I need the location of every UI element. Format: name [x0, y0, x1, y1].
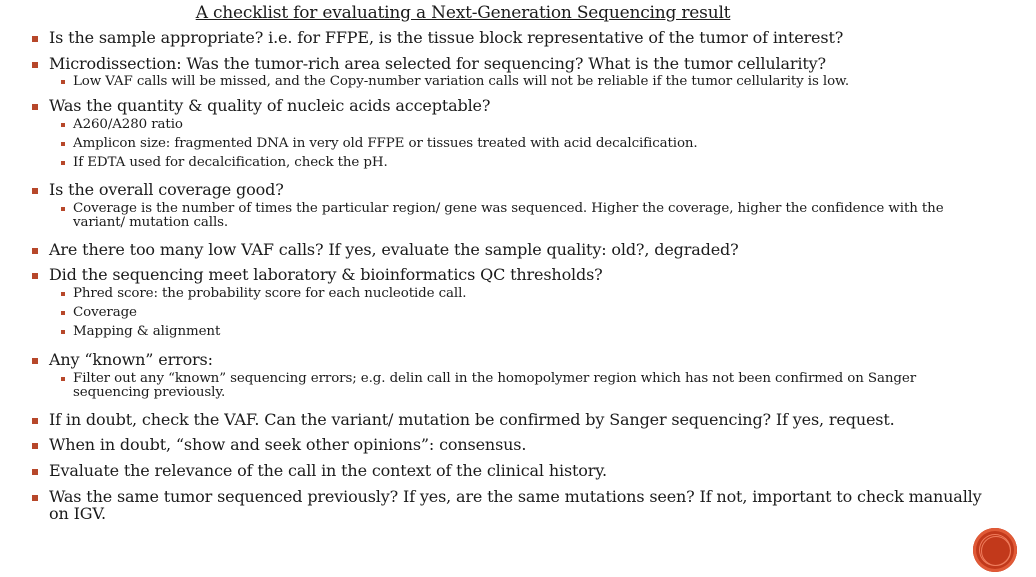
- checklist-item-text: Did the sequencing meet laboratory & bioinformatics QC thresholds?: [49, 265, 603, 285]
- sub-list: [49, 287, 990, 339]
- sub-item: Mapping & alignment: [49, 325, 990, 339]
- sub-list: [49, 75, 990, 89]
- checklist-item: [30, 181, 990, 230]
- sub-item: A260/A280 ratio: [49, 118, 990, 132]
- sub-item: Amplicon size: fragmented DNA in very old FFPE or tissues treated with acid decalcification.: [49, 137, 990, 151]
- sub-item: Phred score: the probability score for each nucleotide call.: [49, 287, 990, 301]
- sub-list: [49, 202, 990, 230]
- checklist-item: [30, 488, 990, 523]
- checklist-item-text: Any “known” errors:: [49, 350, 213, 370]
- checklist-item: [30, 241, 990, 259]
- checklist-item: [30, 29, 990, 47]
- checklist-item-text: Is the sample appropriate? i.e. for FFPE, is the tissue block representative of the tumor of interest?: [49, 28, 844, 47]
- checklist-item-text: Are there too many low VAF calls? If yes, evaluate the sample quality: old?, degraded?: [49, 239, 739, 259]
- sub-item: Coverage: [49, 306, 990, 320]
- sub-item: If EDTA used for decalcification, check the pH.: [49, 156, 990, 170]
- checklist-item: [30, 436, 990, 454]
- page-title: A checklist for evaluating a Next-Generation Sequencing result: [195, 3, 731, 23]
- slide-badge-icon: [973, 528, 1017, 572]
- checklist-item: [30, 351, 990, 400]
- checklist-item: [30, 97, 990, 170]
- badge-ring: [981, 536, 1011, 566]
- sub-list: [49, 372, 990, 400]
- checklist-item-text: If in doubt, check the VAF. Can the variant/ mutation be confirmed by Sanger sequencing? If yes, request.: [49, 409, 895, 429]
- checklist-item-text: When in doubt, “show and seek other opinions”: consensus.: [49, 435, 527, 455]
- checklist-item: [30, 266, 990, 339]
- sub-list: [49, 118, 990, 170]
- sub-item: Low VAF calls will be missed, and the Copy-number variation calls will not be reliable if the tumor cellularity is low.: [49, 75, 990, 89]
- checklist-item-text: Evaluate the relevance of the call in the context of the clinical history.: [49, 461, 607, 481]
- sub-item: Coverage is the number of times the particular region/ gene was sequenced. Higher the coverage, higher the confidence with the variant/ mutation calls.: [49, 202, 990, 230]
- sub-item: Filter out any “known” sequencing errors; e.g. delin call in the homopolymer region which has not been confirmed on Sanger sequencing previously.: [49, 372, 990, 400]
- checklist-item: [30, 462, 990, 480]
- checklist-item-text: Was the same tumor sequenced previously? If yes, are the same mutations seen? If not, important to check manually on IGV.: [49, 486, 982, 524]
- checklist: [30, 29, 990, 531]
- checklist-item: [30, 411, 990, 429]
- checklist-item: [30, 55, 990, 90]
- checklist-item-text: Is the overall coverage good?: [49, 180, 284, 200]
- checklist-item-text: Microdissection: Was the tumor-rich area selected for sequencing? What is the tumor cellularity?: [49, 53, 826, 73]
- checklist-item-text: Was the quantity & quality of nucleic acids acceptable?: [49, 96, 491, 116]
